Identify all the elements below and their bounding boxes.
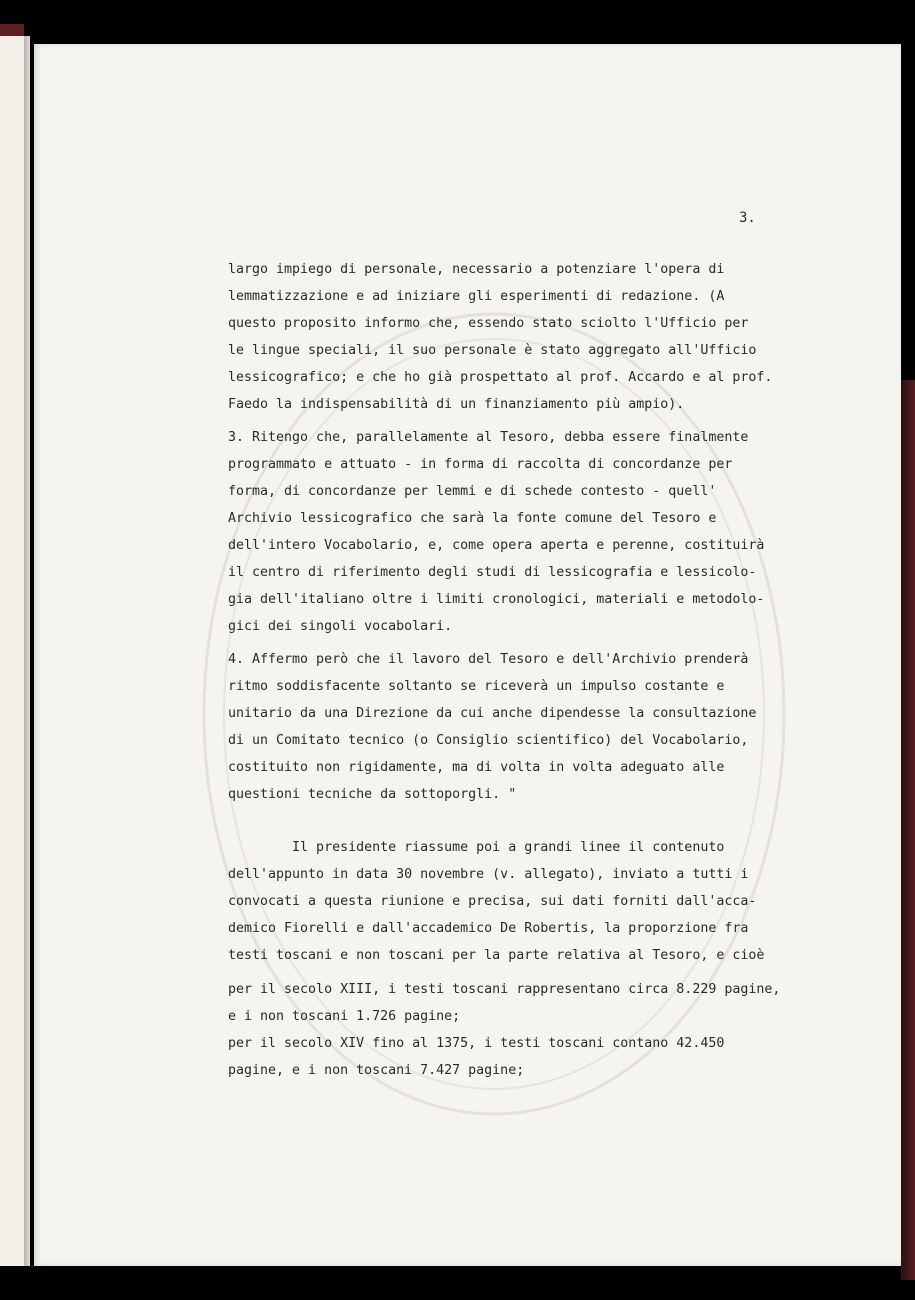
text-line: costituito non rigidamente, ma di volta in volta adeguato alle — [228, 760, 725, 775]
text-line: forma, di concordanze per lemmi e di schede contesto - quell' — [228, 484, 717, 499]
text-line: il centro di riferimento degli studi di lessicografia e lessicolo- — [228, 565, 757, 580]
text-line: gia dell'italiano oltre i limiti cronologici, materiali e metodolo- — [228, 592, 765, 607]
text-line: largo impiego di personale, necessario a potenziare l'opera di — [228, 262, 725, 277]
book-spine-shadow — [24, 36, 30, 1266]
text-line: di un Comitato tecnico (o Consiglio scientifico) del Vocabolario, — [228, 733, 749, 748]
text-line: e i non toscani 1.726 pagine; — [228, 1009, 461, 1024]
text-line: ritmo soddisfacente soltanto se riceverà un impulso costante e — [228, 679, 725, 694]
text-line: lessicografico; e che ho già prospettato al prof. Accardo e al prof. — [228, 370, 773, 385]
text-line: Archivio lessicografico che sarà la fonte comune del Tesoro e — [228, 511, 717, 526]
text-line: dell'intero Vocabolario, e, come opera aperta e perenne, costituirà — [228, 538, 765, 553]
text-line: pagine, e i non toscani 7.427 pagine; — [228, 1063, 525, 1078]
previous-page-edge — [0, 36, 25, 1266]
text-line: testi toscani e non toscani per la parte relativa al Tesoro, e cioè — [228, 948, 765, 963]
text-line: 4. Affermo però che il lavoro del Tesoro e dell'Archivio prenderà — [228, 652, 749, 667]
text-line: Il presidente riassume poi a grandi linee il contenuto — [228, 840, 725, 855]
book-cover-edge-right — [901, 380, 915, 1280]
text-line: dell'appunto in data 30 novembre (v. allegato), inviato a tutti i — [228, 867, 749, 882]
text-line: per il secolo XIV fino al 1375, i testi toscani contano 42.450 — [228, 1036, 725, 1051]
text-line: 3. Ritengo che, parallelamente al Tesoro, debba essere finalmente — [228, 430, 749, 445]
text-line: questioni tecniche da sottoporgli. " — [228, 787, 517, 802]
text-line: unitario da una Direzione da cui anche dipendesse la consultazione — [228, 706, 757, 721]
text-line: le lingue speciali, il suo personale è stato aggregato all'Ufficio — [228, 343, 757, 358]
document-page — [34, 44, 901, 1266]
text-line: convocati a questa riunione e precisa, sui dati forniti dall'acca- — [228, 894, 757, 909]
text-line: per il secolo XIII, i testi toscani rappresentano circa 8.229 pagine, — [228, 982, 781, 997]
text-line: lemmatizzazione e ad iniziare gli esperimenti di redazione. (A — [228, 289, 725, 304]
text-line: questo proposito informo che, essendo stato sciolto l'Ufficio per — [228, 316, 749, 331]
text-line: gici dei singoli vocabolari. — [228, 619, 453, 634]
text-line: Faedo la indispensabilità di un finanziamento più ampio). — [228, 397, 685, 412]
text-line: demico Fiorelli e dall'accademico De Robertis, la proporzione fra — [228, 921, 749, 936]
page-number: 3. — [739, 210, 756, 226]
text-line: programmato e attuato - in forma di raccolta di concordanze per — [228, 457, 733, 472]
